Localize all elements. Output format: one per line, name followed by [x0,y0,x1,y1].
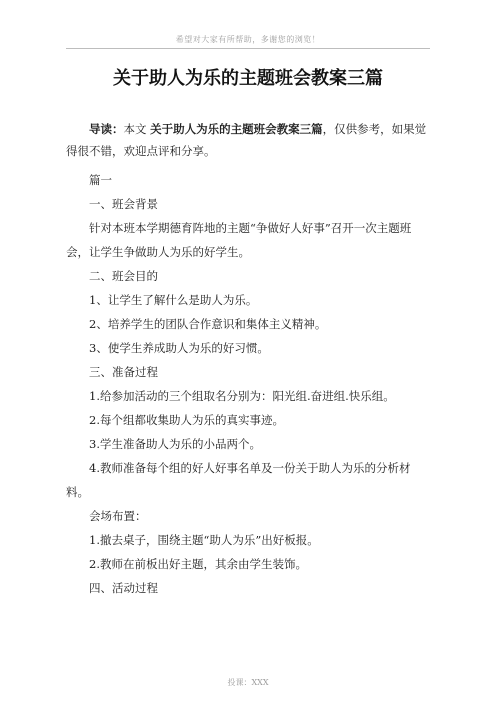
preparation-item-4: 4.教师准备每个组的好人好事名单及一份关于助人为乐的分析材料。 [66,461,411,499]
header-note: 希望对大家有所帮助，多谢您的浏览！ [175,35,321,44]
document-title: 关于助人为乐的主题班会教案三篇 [113,68,383,89]
purpose-item-1: 1、让学生了解什么是助人为乐。 [89,293,258,307]
preparation-item-3: 3.学生准备助人为乐的小品两个。 [89,437,261,451]
intro-label: 导读： [89,122,124,136]
purpose-item-3: 3、使学生养成助人为乐的好习惯。 [89,341,269,355]
footer-note: 投课：XXX [227,678,269,687]
heading-activity: 四、活动过程 [89,581,158,595]
preparation-item-2: 2.每个组都收集助人为乐的真实事迹。 [89,413,284,427]
venue-item-2: 2.教师在前板出好主题，其余由学生装饰。 [89,557,307,571]
heading-venue: 会场布置： [89,509,147,523]
document-body [66,118,432,600]
heading-purpose: 二、班会目的 [89,269,158,283]
section-label-pian-yi: 篇一 [89,173,112,187]
paragraph-background: 针对本班本学期德育阵地的主题“争做好人好事”召开一次主题班会，让学生争做助人为乐的好学生。 [66,221,412,259]
header-divider [66,48,430,49]
heading-background: 一、班会背景 [89,197,158,211]
preparation-item-1: 1.给参加活动的三个组取名分别为：阳光组.奋进组.快乐组。 [89,389,395,403]
intro-title: 关于助人为乐的主题班会教案三篇 [150,122,323,136]
intro-suffix: ，仅供参考，如果觉得很不错，欢迎点评和分享。 [66,122,427,158]
venue-item-1: 1.撤去桌子，围绕主题“助人为乐”出好板报。 [89,533,319,547]
intro-paragraph [66,118,432,162]
purpose-item-2: 2、培养学生的团队合作意识和集体主义精神。 [89,317,327,331]
heading-preparation: 三、准备过程 [89,365,158,379]
intro-prefix: 本文 [123,122,151,136]
